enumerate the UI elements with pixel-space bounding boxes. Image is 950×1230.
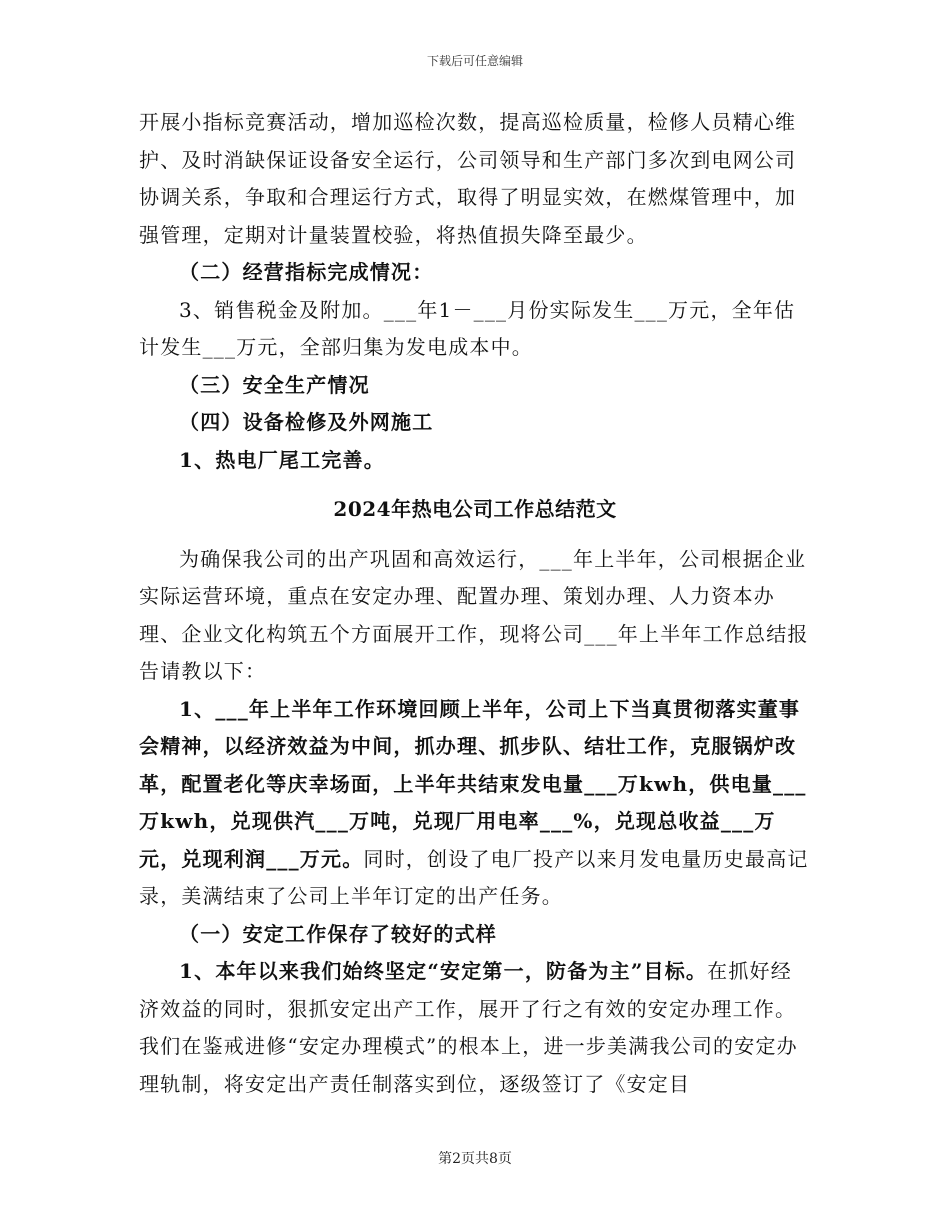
section-heading-3: （三）安全生产情况 — [179, 372, 370, 397]
subsection-heading-safety: （一）安定工作保存了较好的式样 — [179, 921, 497, 946]
section-heading-2: （二）经营指标完成情况： — [179, 260, 434, 284]
paragraph-safety — [139, 953, 811, 1103]
paragraph-tax: 3、销售税金及附加。___年1－___月份实际发生___万元，全年估计发生___万元，全部归集为发电成本中。 — [139, 297, 796, 359]
review-normal-text: 同时，创设了电厂投产以来月发电量历史最高记录，美满结束了公司上半年订定的出产任务。 — [139, 846, 809, 908]
paragraph-review — [139, 691, 811, 916]
safety-normal-text: 在抓好经济效益的同时，狠抓安定出产工作，展开了行之有效的安定办理工作。我们在鉴戒进修“安定办理模式”的根本上，进一步美满我公司的安定办理轨制，将安定出产责任制落实到位，逐级签订了《安定目 — [139, 959, 798, 1096]
page-header: 下载后可任意编辑 — [426, 54, 523, 68]
section-heading-5: 1、热电厂尾工完善。 — [179, 447, 385, 472]
section-heading-4: （四）设备检修及外网施工 — [179, 410, 434, 434]
paragraph-continued: 开展小指标竞赛活动，增加巡检次数，提高巡检质量，检修人员精心维护、及时消缺保证设备安全运行，公司领导和生产部门多次到电网公司协调关系，争取和合理运行方式，取得了明显实效，在燃煤管理中，加强管理，定期对计量装置校验，将热值损失降至最少。 — [139, 110, 797, 247]
page-footer: 第2页共8页 — [438, 1151, 512, 1167]
document-title: 2024年热电公司工作总结范文 — [333, 497, 617, 521]
safety-bold-text: 1、本年以来我们始终坚定“安定第一，防备为主”目标。 — [179, 959, 708, 983]
paragraph-intro: 为确保我公司的出产巩固和高效运行，___年上半年，公司根据企业实际运营环境，重点在安定办理、配置办理、策划办理、人力资本办理、企业文化构筑五个方面展开工作，现将公司___年上半年工作总结报告请教以下： — [139, 546, 809, 683]
review-bold-text: 1、___年上半年工作环境回顾上半年，公司上下当真贯彻落实董事会精神，以经济效益为中间，抓办理、抓步队、结壮工作，克服锅炉改革，配置老化等庆幸场面，上半年共结束发电量___万kwh，供电量___万kwh，兑现供汽___万吨，兑现厂用电率___%，兑现总收益___万元，兑现利润___万元。 — [139, 696, 807, 871]
document-body — [139, 104, 811, 1103]
